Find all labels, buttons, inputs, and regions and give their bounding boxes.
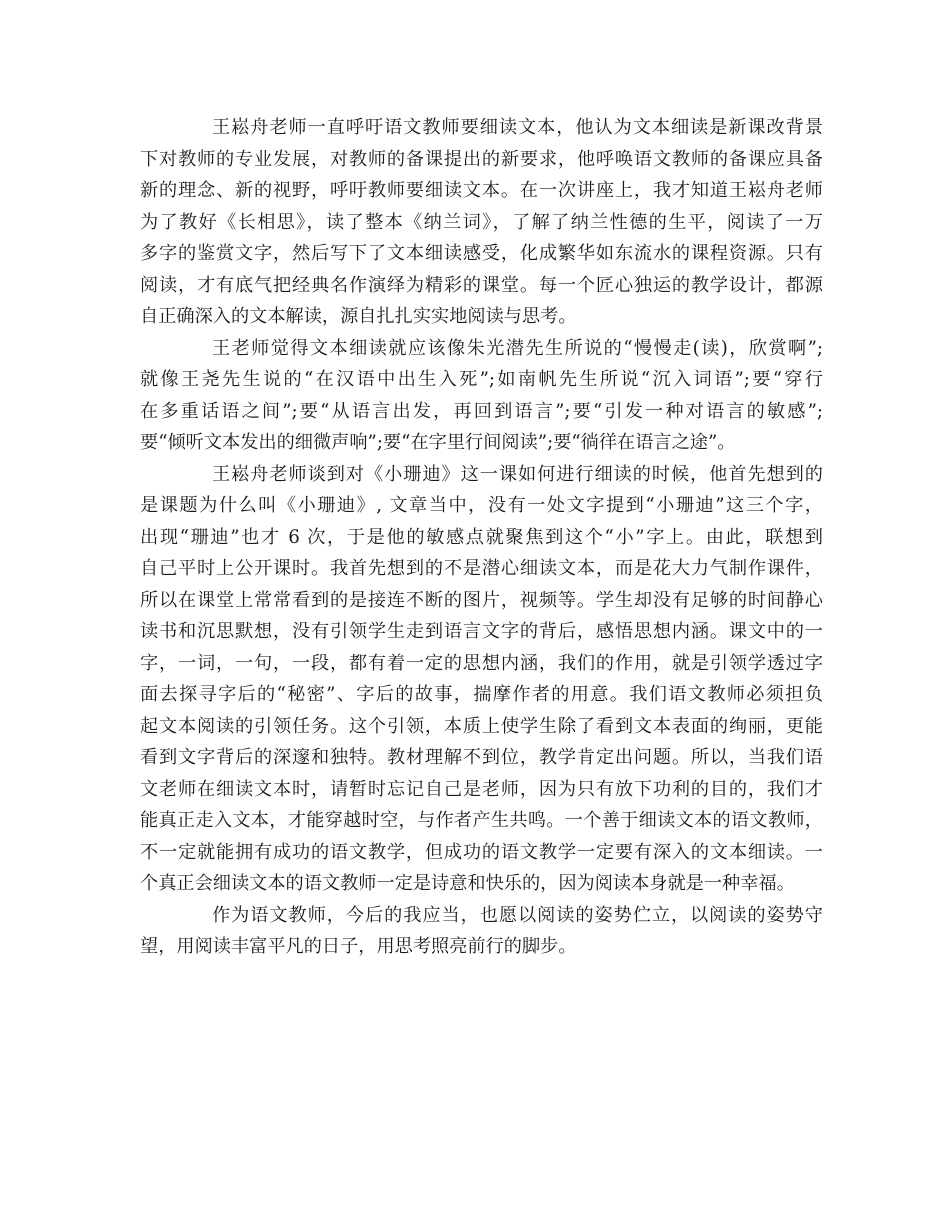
text-line: 王崧舟老师一直呼吁语文教师要细读文本，他认为文本细读是新课改背景 bbox=[212, 117, 823, 138]
text-line: 是课题为什么叫《小珊迪》, 文章当中，没有一处文字提到“小珊迪”这三个字， bbox=[140, 495, 823, 516]
text-line: 在多重话语之间”;要“从语言出发，再回到语言”;要“引发一种对语言的敏感”; bbox=[140, 400, 823, 422]
paragraph-4 bbox=[140, 900, 823, 963]
paragraph-1 bbox=[140, 112, 823, 333]
text-line: 阅读，才有底气把经典名作演绎为精彩的课堂。每一个匠心独运的教学设计，都源 bbox=[140, 274, 823, 296]
text-line: 要“倾听文本发出的细微声响”;要“在字里行间阅读”;要“徜徉在语言之途”。 bbox=[140, 432, 736, 453]
text-line: 作为语文教师，今后的我应当，也愿以阅读的姿势伫立，以阅读的姿势守 bbox=[212, 904, 823, 926]
text-line: 新的理念、新的视野，呼吁教师要细读文本。在一次讲座上，我才知道王崧舟老师 bbox=[140, 180, 823, 201]
paragraph-2 bbox=[140, 333, 823, 459]
text-line: 面去探寻字后的“秘密”、字后的故事，揣摩作者的用意。我们语文教师必须担负 bbox=[140, 684, 823, 705]
text-line: 出现“珊迪”也才 6 次，于是他的敏感点就聚焦到这个“小”字上。由此，联想到 bbox=[140, 526, 823, 548]
text-line: 个真正会细读文本的语文教师一定是诗意和快乐的，因为阅读本身就是一种幸福。 bbox=[140, 873, 795, 894]
text-line: 望，用阅读丰富平凡的日子，用思考照亮前行的脚步。 bbox=[140, 936, 577, 957]
text-line: 下对教师的专业发展，对教师的备课提出的新要求，他呼唤语文教师的备课应具备 bbox=[140, 148, 823, 170]
text-line: 字，一词，一句，一段，都有着一定的思想内涵，我们的作用，就是引领学透过字 bbox=[140, 652, 823, 674]
text-line: 看到文字背后的深邃和独特。教材理解不到位，教学肯定出问题。所以，当我们语 bbox=[140, 747, 823, 768]
text-line: 自己平时上公开课时。我首先想到的不是潜心细读文本，而是花大力气制作课件， bbox=[140, 558, 823, 579]
text-line: 为了教好《长相思》，读了整本《纳兰词》，了解了纳兰性德的生平，阅读了一万 bbox=[140, 211, 823, 233]
paragraph-3 bbox=[140, 459, 823, 900]
document-page bbox=[140, 112, 823, 963]
text-line: 能真正走入文本，才能穿越时空，与作者产生共鸣。一个善于细读文本的语文教师， bbox=[140, 810, 823, 831]
text-line: 王崧舟老师谈到对《小珊迪》这一课如何进行细读的时候，他首先想到的 bbox=[212, 463, 823, 485]
text-line: 文老师在细读文本时，请暂时忘记自己是老师，因为只有放下功利的目的，我们才 bbox=[140, 778, 823, 800]
text-line: 所以在课堂上常常看到的是接连不断的图片，视频等。学生却没有足够的时间静心 bbox=[140, 589, 823, 611]
text-line: 不一定就能拥有成功的语文教学，但成功的语文教学一定要有深入的文本细读。一 bbox=[140, 841, 823, 863]
text-line: 多字的鉴赏文字，然后写下了文本细读感受，化成繁华如东流水的课程资源。只有 bbox=[140, 243, 823, 264]
text-line: 起文本阅读的引领任务。这个引领，本质上使学生除了看到文本表面的绚丽，更能 bbox=[140, 715, 823, 737]
text-line: 王老师觉得文本细读就应该像朱光潜先生所说的“慢慢走(读)，欣赏啊”; bbox=[212, 337, 823, 359]
text-line: 读书和沉思默想，没有引领学生走到语言文字的背后，感悟思想内涵。课文中的一 bbox=[140, 621, 823, 642]
text-line: 就像王尧先生说的“在汉语中出生入死”;如南帆先生所说“沉入词语”;要“穿行 bbox=[140, 369, 823, 390]
text-line: 自正确深入的文本解读，源自扎扎实实地阅读与思考。 bbox=[140, 306, 577, 327]
